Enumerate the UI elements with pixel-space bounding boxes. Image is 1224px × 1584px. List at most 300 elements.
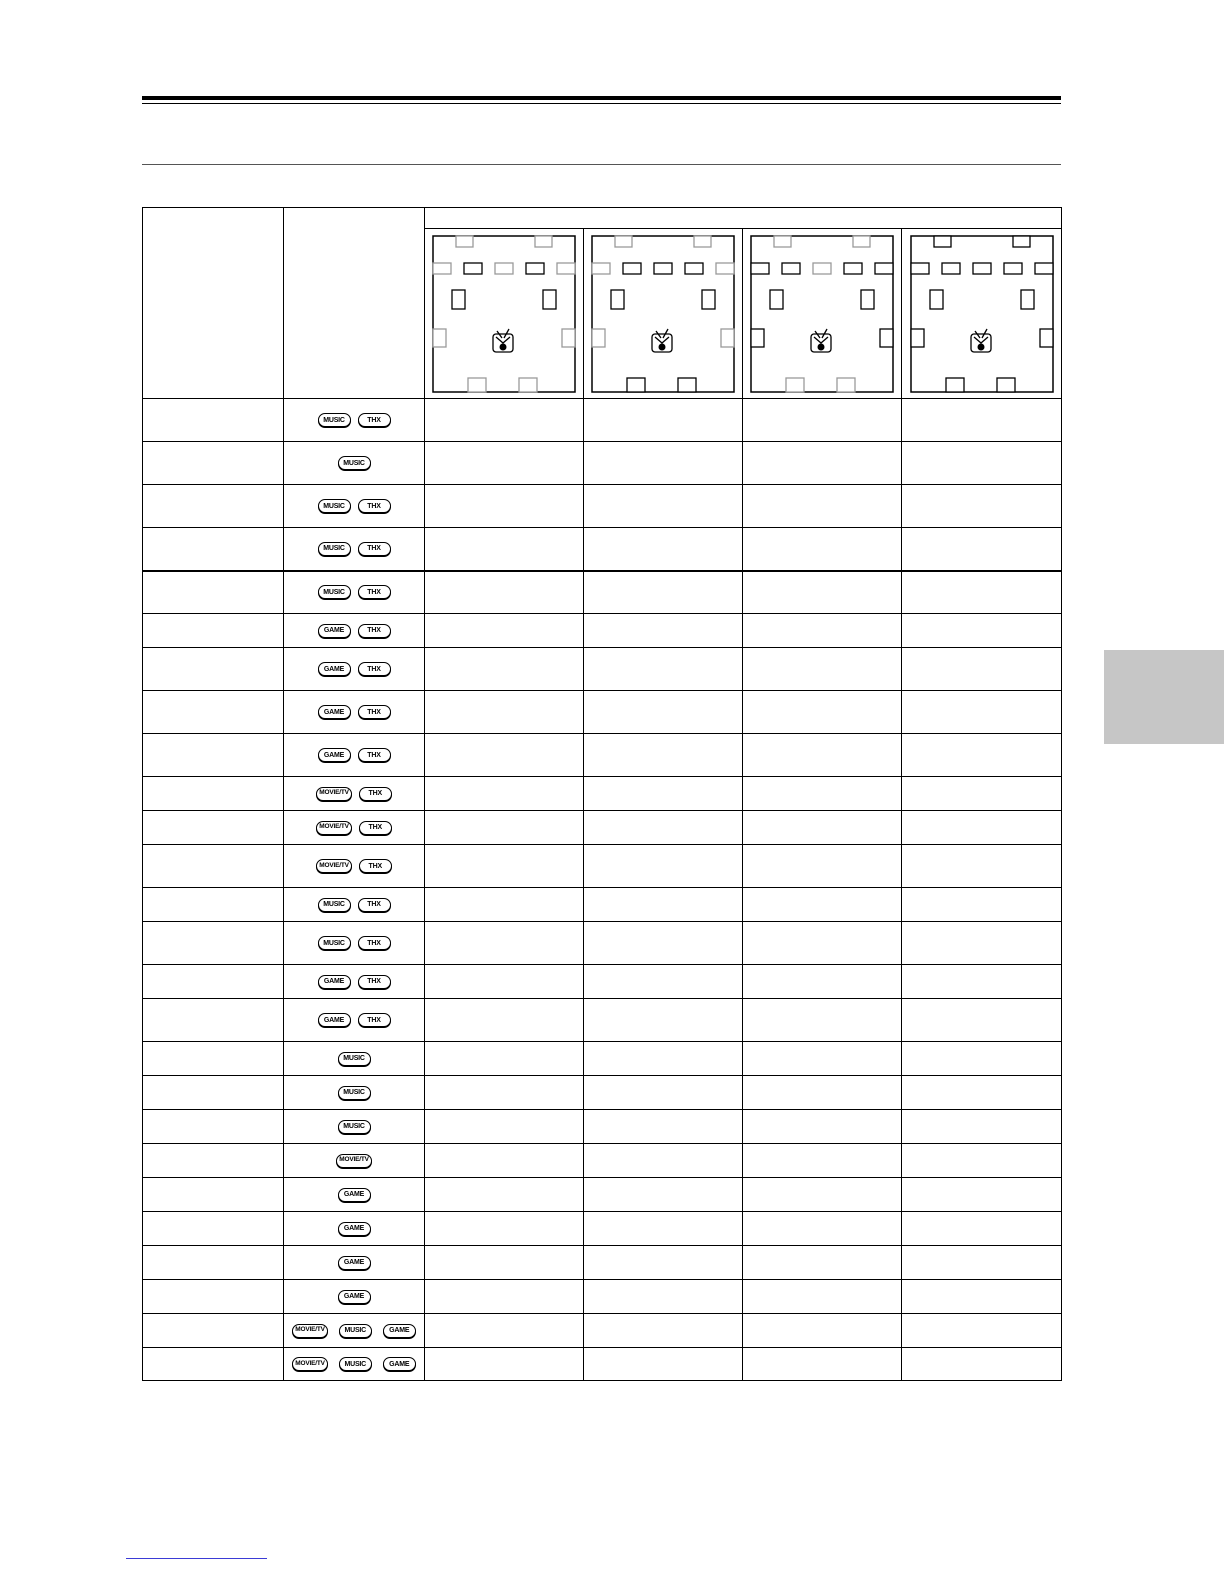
speaker-layout-cell-4 [902,691,1062,734]
table-row [143,811,1062,845]
speaker-layout-cell-4 [902,1348,1062,1381]
remote-button-group [284,585,424,599]
remote-button-cell [284,888,425,922]
surround-back-left-speaker [468,378,486,392]
thx-button[interactable]: THX [359,787,392,801]
surround-back-right-speaker [519,378,537,392]
remote-button-cell [284,777,425,811]
listening-mode-cell [143,1144,284,1178]
speaker-layout-cell-3 [743,734,902,777]
music-button[interactable]: MUSIC [338,1086,371,1100]
remote-button-cell [284,1110,425,1144]
remote-button-group [284,787,424,801]
speaker-layout-cell-3 [743,648,902,691]
game-button[interactable]: GAME [318,748,351,762]
table-row [143,1314,1062,1348]
remote-button-group [284,936,424,950]
thx-button[interactable]: THX [359,821,392,835]
speaker-layout-cell-1 [425,571,584,614]
center-speaker [813,263,831,274]
speaker-layout-cell-1 [425,777,584,811]
front-left-speaker [782,263,800,274]
front-high-right-speaker [535,236,552,247]
listening-mode-cell [143,691,284,734]
header-button-column [284,208,425,399]
remote-button-cell [284,999,425,1042]
center-speaker [654,263,672,274]
thx-button[interactable]: THX [358,499,391,513]
table-row [143,888,1062,922]
game-button[interactable]: GAME [318,662,351,676]
game-button[interactable]: GAME [338,1188,371,1202]
game-button[interactable]: GAME [383,1357,416,1371]
speaker-layout-cell-2 [584,734,743,777]
front-right-speaker [844,263,862,274]
speaker-layout-cell-3 [743,1314,902,1348]
speaker-layout-cell-4 [902,888,1062,922]
thx-button[interactable]: THX [358,898,391,912]
table-row [143,1178,1062,1212]
music-button[interactable]: MUSIC [339,1324,372,1338]
speaker-layout-cell-4 [902,1178,1062,1212]
listening-mode-cell [143,965,284,999]
table-row [143,442,1062,485]
movie-tv-button[interactable]: MOVIE/TV [316,859,351,873]
side-right-speaker [721,329,734,347]
speaker-layout-cell-4 [902,442,1062,485]
remote-button-cell [284,1178,425,1212]
header-mode-column [143,208,284,399]
speaker-layout-cell-1 [425,1110,584,1144]
speaker-layout-cell-2 [584,691,743,734]
speaker-layout-cell-3 [743,777,902,811]
speaker-layout-cell-1 [425,999,584,1042]
speaker-layout-cell-3 [743,845,902,888]
listening-mode-cell [143,1280,284,1314]
front-wide-right-speaker [1035,263,1053,274]
speaker-layout-cell-1 [425,1178,584,1212]
front-wide-right-speaker [716,263,734,274]
side-left-speaker [433,329,446,347]
table-row [143,1042,1062,1076]
speaker-layout-cell-1 [425,528,584,571]
listening-mode-cell [143,399,284,442]
game-button[interactable]: GAME [318,705,351,719]
speaker-diagram-svg [750,235,894,393]
speaker-layout-cell-4 [902,648,1062,691]
speaker-layout-cell-4 [902,528,1062,571]
listening-mode-cell [143,571,284,614]
speaker-layout-diagram-4 [902,229,1062,399]
speaker-layout-cell-1 [425,614,584,648]
section-rule [142,164,1061,165]
listening-mode-cell [143,1348,284,1381]
front-high-right-speaker [1013,236,1030,247]
remote-button-cell [284,965,425,999]
speaker-layout-cell-4 [902,734,1062,777]
speaker-layout-cell-2 [584,1042,743,1076]
movie-tv-button[interactable]: MOVIE/TV [316,821,351,835]
listening-mode-cell [143,1042,284,1076]
speaker-diagram-svg [591,235,735,393]
header-rule-thin [142,103,1061,104]
remote-button-group [284,1154,424,1168]
speaker-layout-diagram-1 [425,229,584,399]
speaker-layout-cell-2 [584,1348,743,1381]
table-row [143,1144,1062,1178]
remote-button-group [284,748,424,762]
front-high-left-speaker [934,236,951,247]
music-button[interactable]: MUSIC [318,585,351,599]
remote-button-cell [284,1348,425,1381]
table-row [143,691,1062,734]
thx-button[interactable]: THX [358,705,391,719]
speaker-layout-cell-3 [743,1178,902,1212]
speaker-layout-cell-2 [584,811,743,845]
surround-back-right-speaker [997,378,1015,392]
music-button[interactable]: MUSIC [339,1357,372,1371]
side-left-speaker [751,329,764,347]
speaker-layout-cell-2 [584,1144,743,1178]
side-left-speaker [911,329,924,347]
speaker-layout-cell-2 [584,614,743,648]
listening-mode-cell [143,999,284,1042]
speaker-layout-cell-2 [584,1246,743,1280]
surround-right-speaker [543,290,556,309]
speaker-layout-cell-4 [902,614,1062,648]
surround-left-speaker [452,290,465,309]
remote-button-group [284,1052,424,1066]
speaker-layout-cell-2 [584,485,743,528]
music-button[interactable]: MUSIC [318,898,351,912]
thx-button[interactable]: THX [358,748,391,762]
speaker-layout-cell-2 [584,1314,743,1348]
speaker-layout-cell-1 [425,1144,584,1178]
game-button[interactable]: GAME [318,624,351,638]
speaker-layout-cell-1 [425,888,584,922]
remote-button-group [284,1256,424,1270]
speaker-layout-cell-3 [743,1042,902,1076]
remote-button-group [284,1086,424,1100]
speaker-layout-cell-2 [584,999,743,1042]
side-section-tab [1104,650,1224,744]
room-outline [751,236,893,392]
thx-button[interactable]: THX [358,936,391,950]
remote-button-group [284,705,424,719]
footer-line [126,1558,267,1559]
movie-tv-button[interactable]: MOVIE/TV [316,787,351,801]
speaker-layout-cell-1 [425,965,584,999]
speaker-layout-cell-1 [425,1212,584,1246]
table-row [143,845,1062,888]
speaker-layout-cell-3 [743,528,902,571]
thx-button[interactable]: THX [358,413,391,427]
table-row [143,965,1062,999]
front-right-speaker [685,263,703,274]
remote-button-group [284,499,424,513]
game-button[interactable]: GAME [318,1013,351,1027]
thx-button[interactable]: THX [359,859,392,873]
music-button[interactable]: MUSIC [318,413,351,427]
front-wide-right-speaker [557,263,575,274]
remote-button-cell [284,691,425,734]
front-high-right-speaker [853,236,870,247]
front-wide-left-speaker [911,263,929,274]
speaker-layout-cell-4 [902,485,1062,528]
speaker-layout-cell-1 [425,1280,584,1314]
speaker-layout-cell-4 [902,999,1062,1042]
table-row [143,1246,1062,1280]
front-wide-left-speaker [592,263,610,274]
listening-mode-cell [143,442,284,485]
surround-right-speaker [861,290,874,309]
speaker-layout-cell-1 [425,1076,584,1110]
music-button[interactable]: MUSIC [338,456,371,470]
speaker-layout-cell-3 [743,1212,902,1246]
listener-icon [811,329,831,352]
remote-button-cell [284,614,425,648]
music-button[interactable]: MUSIC [318,499,351,513]
table-row [143,1280,1062,1314]
surround-left-speaker [930,290,943,309]
listening-mode-cell [143,845,284,888]
thx-button[interactable]: THX [358,662,391,676]
thx-button[interactable]: THX [358,1013,391,1027]
table-row [143,648,1062,691]
listening-mode-cell [143,1212,284,1246]
speaker-layout-cell-2 [584,399,743,442]
speaker-layout-cell-3 [743,1076,902,1110]
speaker-layout-cell-4 [902,965,1062,999]
listening-mode-cell [143,1076,284,1110]
speaker-layout-cell-2 [584,777,743,811]
listener-icon [652,329,672,352]
remote-button-group [284,413,424,427]
speaker-diagram-svg [910,235,1054,393]
remote-button-group [284,975,424,989]
center-speaker [495,263,513,274]
listening-mode-cell [143,1178,284,1212]
listener-icon [971,329,991,352]
remote-button-group [284,859,424,873]
remote-button-cell [284,1314,425,1348]
game-button[interactable]: GAME [338,1256,371,1270]
speaker-layout-cell-3 [743,1110,902,1144]
speaker-layout-cell-2 [584,845,743,888]
remote-button-cell [284,1144,425,1178]
thx-button[interactable]: THX [358,542,391,556]
listener-icon [493,329,513,352]
speaker-layout-cell-4 [902,1042,1062,1076]
remote-button-cell [284,1212,425,1246]
table-row [143,528,1062,571]
front-wide-left-speaker [433,263,451,274]
speaker-layout-cell-3 [743,399,902,442]
listening-mode-cell [143,811,284,845]
room-outline [592,236,734,392]
speaker-layout-cell-4 [902,1280,1062,1314]
speaker-layout-cell-4 [902,811,1062,845]
speaker-layout-cell-4 [902,1212,1062,1246]
remote-button-group [284,1324,424,1338]
speaker-layout-cell-4 [902,1076,1062,1110]
music-button[interactable]: MUSIC [338,1120,371,1134]
speaker-layout-cell-4 [902,571,1062,614]
remote-button-cell [284,1076,425,1110]
music-button[interactable]: MUSIC [318,936,351,950]
front-high-left-speaker [774,236,791,247]
speaker-layout-cell-3 [743,1348,902,1381]
game-button[interactable]: GAME [318,975,351,989]
header-speaker-layout [425,208,1062,229]
speaker-layout-cell-2 [584,571,743,614]
speaker-layout-cell-3 [743,571,902,614]
remote-button-group [284,1357,424,1371]
surround-back-left-speaker [627,378,645,392]
front-left-speaker [623,263,641,274]
speaker-layout-cell-4 [902,1110,1062,1144]
speaker-layout-cell-2 [584,1110,743,1144]
speaker-layout-cell-2 [584,965,743,999]
speaker-layout-cell-3 [743,922,902,965]
room-outline [433,236,575,392]
table-row [143,734,1062,777]
listening-mode-cell [143,922,284,965]
remote-button-group [284,1120,424,1134]
front-high-left-speaker [456,236,473,247]
table-row [143,1348,1062,1381]
remote-button-group [284,662,424,676]
remote-button-cell [284,1246,425,1280]
speaker-layout-cell-4 [902,777,1062,811]
speaker-layout-cell-3 [743,811,902,845]
speaker-layout-cell-2 [584,528,743,571]
table-row [143,614,1062,648]
surround-back-right-speaker [837,378,855,392]
game-button[interactable]: GAME [338,1290,371,1304]
table-row [143,777,1062,811]
speaker-layout-cell-3 [743,1280,902,1314]
table-row [143,922,1062,965]
table-row [143,1212,1062,1246]
front-high-left-speaker [615,236,632,247]
speaker-layout-cell-2 [584,1076,743,1110]
surround-back-left-speaker [946,378,964,392]
speaker-layout-cell-3 [743,965,902,999]
movie-tv-button[interactable]: MOVIE/TV [292,1324,327,1338]
game-button[interactable]: GAME [338,1222,371,1236]
remote-button-group [284,456,424,470]
remote-button-cell [284,922,425,965]
surround-right-speaker [702,290,715,309]
remote-button-group [284,1013,424,1027]
thx-button[interactable]: THX [358,624,391,638]
surround-back-left-speaker [786,378,804,392]
center-speaker [973,263,991,274]
listening-mode-cell [143,614,284,648]
listening-mode-cell [143,528,284,571]
listening-mode-table [142,207,1062,1381]
listening-mode-cell [143,648,284,691]
speaker-layout-cell-1 [425,845,584,888]
remote-button-cell [284,485,425,528]
speaker-layout-cell-1 [425,648,584,691]
remote-button-group [284,624,424,638]
speaker-layout-cell-1 [425,1246,584,1280]
speaker-layout-cell-4 [902,922,1062,965]
listening-mode-cell [143,1110,284,1144]
speaker-layout-cell-1 [425,1348,584,1381]
game-button[interactable]: GAME [383,1324,416,1338]
speaker-layout-cell-2 [584,1178,743,1212]
front-high-right-speaker [694,236,711,247]
speaker-layout-cell-4 [902,845,1062,888]
remote-button-group [284,821,424,835]
speaker-layout-cell-4 [902,1246,1062,1280]
table-row [143,1110,1062,1144]
side-left-speaker [592,329,605,347]
remote-button-group [284,898,424,912]
speaker-layout-cell-1 [425,922,584,965]
speaker-layout-diagram-3 [743,229,902,399]
table-row [143,571,1062,614]
speaker-layout-cell-3 [743,999,902,1042]
table-row [143,999,1062,1042]
listening-mode-cell [143,485,284,528]
thx-button[interactable]: THX [358,975,391,989]
speaker-layout-cell-4 [902,399,1062,442]
surround-right-speaker [1021,290,1034,309]
speaker-layout-cell-2 [584,442,743,485]
speaker-layout-cell-1 [425,811,584,845]
remote-button-group [284,1290,424,1304]
remote-button-cell [284,811,425,845]
music-button[interactable]: MUSIC [338,1052,371,1066]
movie-tv-button[interactable]: MOVIE/TV [336,1154,371,1168]
speaker-layout-diagram-2 [584,229,743,399]
remote-button-cell [284,1280,425,1314]
thx-button[interactable]: THX [358,585,391,599]
speaker-layout-cell-3 [743,1246,902,1280]
front-wide-right-speaker [875,263,893,274]
listening-mode-cell [143,1246,284,1280]
speaker-layout-cell-1 [425,485,584,528]
speaker-layout-cell-1 [425,399,584,442]
speaker-layout-cell-3 [743,442,902,485]
movie-tv-button[interactable]: MOVIE/TV [292,1357,327,1371]
table-row [143,1076,1062,1110]
speaker-layout-cell-3 [743,1144,902,1178]
listening-mode-cell [143,888,284,922]
speaker-layout-cell-3 [743,888,902,922]
front-left-speaker [464,263,482,274]
remote-button-cell [284,399,425,442]
front-wide-left-speaker [751,263,769,274]
side-right-speaker [562,329,575,347]
speaker-layout-cell-4 [902,1314,1062,1348]
surround-left-speaker [611,290,624,309]
speaker-layout-cell-4 [902,1144,1062,1178]
remote-button-cell [284,648,425,691]
speaker-layout-cell-2 [584,1280,743,1314]
remote-button-group [284,1188,424,1202]
speaker-layout-cell-2 [584,888,743,922]
music-button[interactable]: MUSIC [318,542,351,556]
speaker-layout-cell-3 [743,485,902,528]
speaker-layout-cell-1 [425,442,584,485]
remote-button-cell [284,845,425,888]
listening-mode-cell [143,734,284,777]
